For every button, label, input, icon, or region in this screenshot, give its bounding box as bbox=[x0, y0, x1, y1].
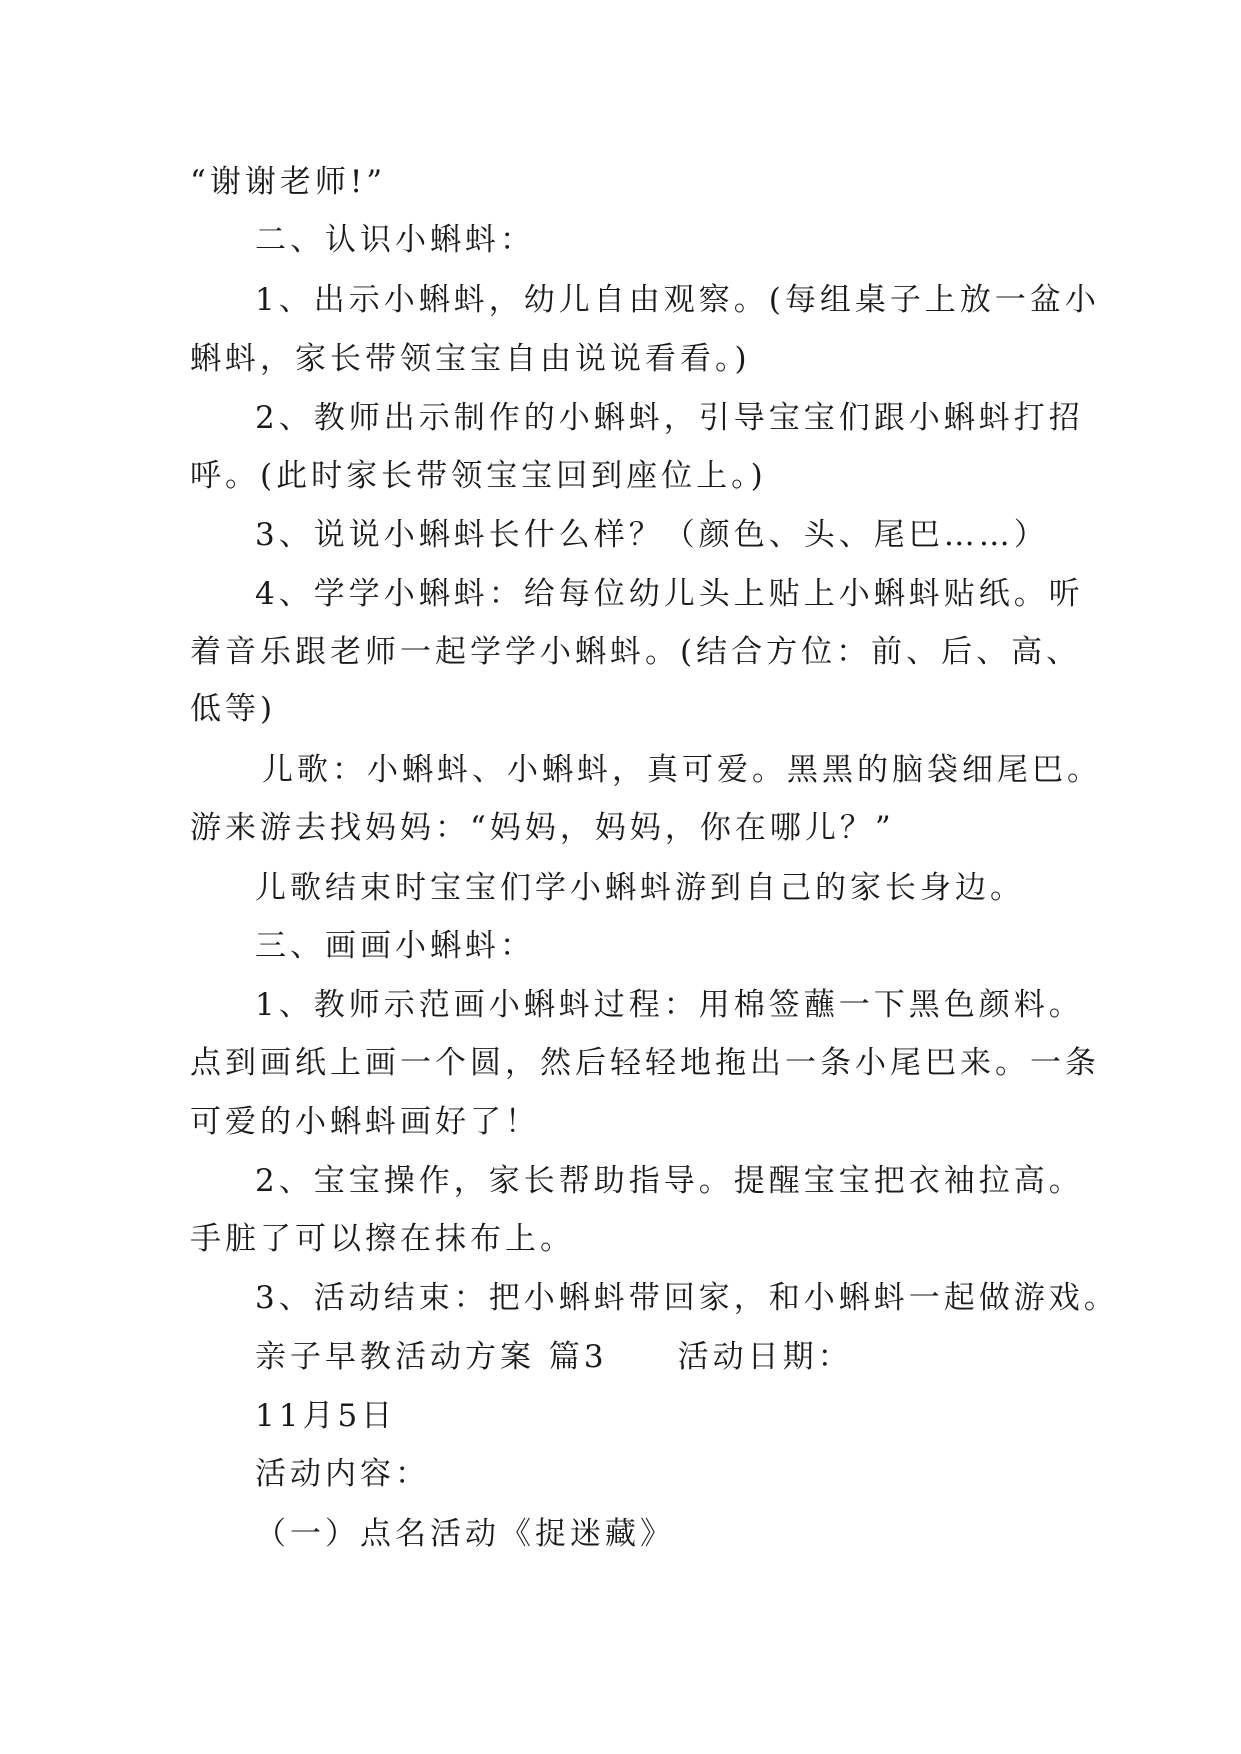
text-line: 低等) bbox=[190, 691, 277, 727]
text-line: 着音乐跟老师一起学学小蝌蚪。(结合方位：前、后、高、 bbox=[190, 634, 1082, 670]
section-heading: 二、认识小蝌蚪： bbox=[255, 222, 535, 258]
text-line: 点到画纸上画一个圆，然后轻轻地拖出一条小尾巴来。一条 bbox=[190, 1045, 1100, 1081]
text-line: “谢谢老师!” bbox=[190, 164, 387, 200]
text-line: 1、教师示范画小蝌蚪过程：用棉签蘸一下黑色颜料。 bbox=[255, 987, 1084, 1023]
text-line: 蝌蚪，家长带领宝宝自由说说看看。) bbox=[190, 341, 751, 377]
text-line: 4、学学小蝌蚪：给每位幼儿头上贴上小蝌蚪贴纸。听 bbox=[255, 576, 1084, 612]
text-line: 呼。(此时家长带领宝宝回到座位上。) bbox=[190, 458, 767, 494]
activity-date: 11月5日 bbox=[255, 1398, 397, 1434]
text-line: 1、出示小蝌蚪，幼儿自由观察。(每组桌子上放一盆小 bbox=[255, 282, 1100, 318]
text-line: 手脏了可以擦在抹布上。 bbox=[190, 1221, 575, 1257]
nursery-rhyme-line: 游来游去找妈妈：“妈妈，妈妈，你在哪儿？” bbox=[190, 810, 895, 846]
text-line: 可爱的小蝌蚪画好了！ bbox=[190, 1104, 540, 1140]
text-line: 儿歌结束时宝宝们学小蝌蚪游到自己的家长身边。 bbox=[255, 870, 1025, 906]
plan-title-line: 亲子早教活动方案 篇3 活动日期： bbox=[255, 1339, 853, 1375]
activity-content-label: 活动内容： bbox=[255, 1456, 430, 1492]
section-heading: 三、画画小蝌蚪： bbox=[255, 928, 535, 964]
text-line: 2、教师出示制作的小蝌蚪，引导宝宝们跟小蝌蚪打招 bbox=[255, 400, 1084, 436]
nursery-rhyme-line: 儿歌：小蝌蚪、小蝌蚪，真可爱。黑黑的脑袋细尾巴。 bbox=[262, 752, 1102, 788]
text-line: 2、宝宝操作，家长帮助指导。提醒宝宝把衣袖拉高。 bbox=[255, 1163, 1084, 1199]
text-line: 3、说说小蝌蚪长什么样？（颜色、头、尾巴……） bbox=[255, 517, 1049, 553]
activity-item: （一）点名活动《捉迷藏》 bbox=[255, 1516, 675, 1552]
text-line: 3、活动结束：把小蝌蚪带回家，和小蝌蚪一起做游戏。 bbox=[255, 1280, 1119, 1316]
